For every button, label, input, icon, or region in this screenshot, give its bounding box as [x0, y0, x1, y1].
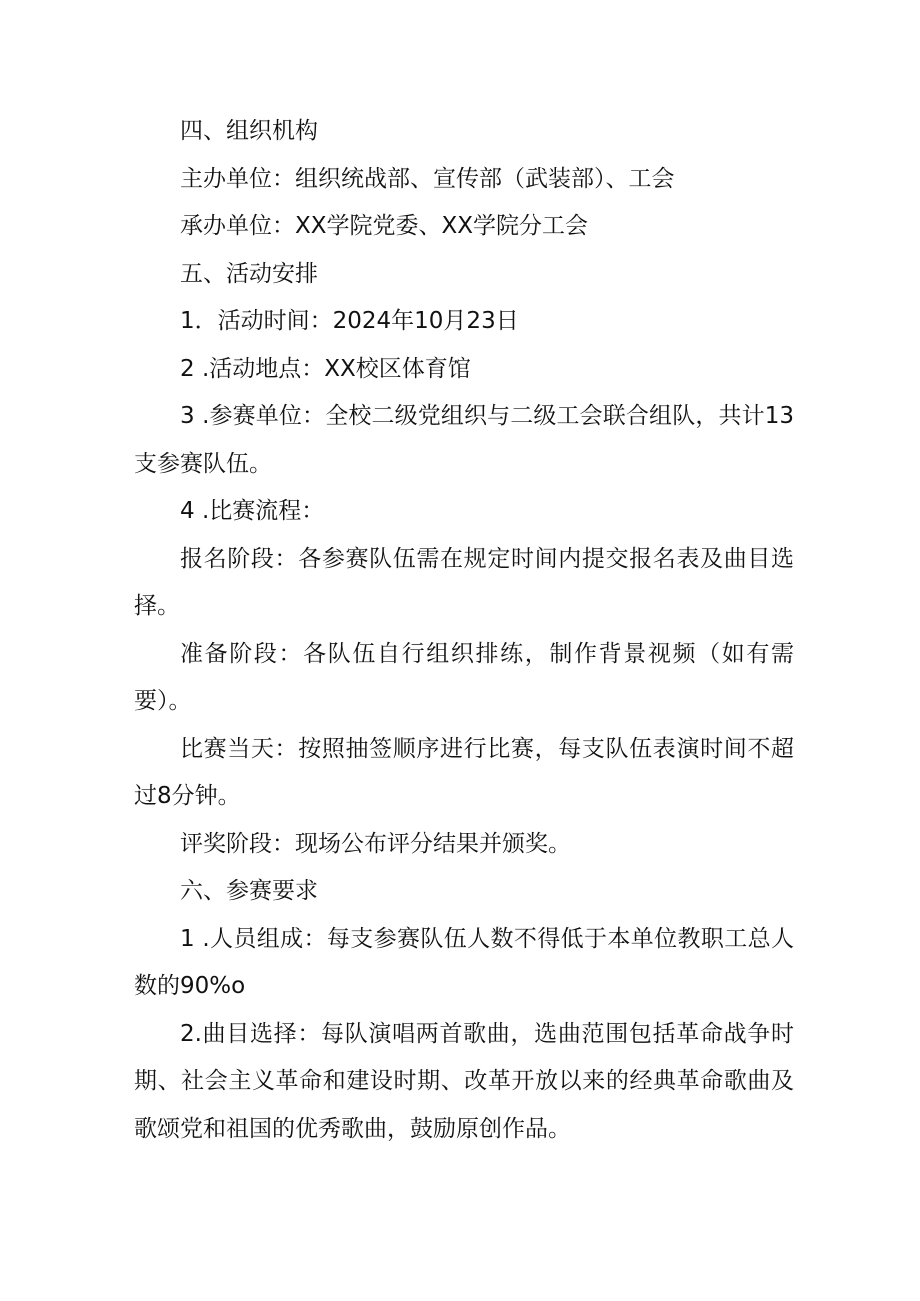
competition-process-heading: 4 .比赛流程：	[180, 498, 325, 524]
award-stage: 评奖阶段：现场公布评分结果并颁奖。	[180, 830, 571, 857]
section-heading-arrangements: 五、活动安排	[180, 260, 318, 287]
competition-day: 比赛当天：按照抽签顺序进行比赛，每支队伍表演时间不超过8分钟。	[134, 735, 794, 809]
host-units: 主办单位：组织统战部、宣传部（武装部）、工会	[180, 165, 675, 192]
event-location: 2 .活动地点：XX校区体育馆	[180, 355, 471, 382]
personnel-composition: 1 .人员组成：每支参赛队伍人数不得低于本单位教职工总人数的90%o	[134, 925, 794, 999]
section-heading-organization: 四、组织机构	[180, 118, 318, 144]
song-selection: 2.曲目选择：每队演唱两首歌曲，选曲范围包括革命战争时期、社会主义革命和建设时期、改革开放以来的经典革命歌曲及歌颂党和祖国的优秀歌曲，鼓励原创作品。	[134, 1020, 794, 1142]
organizing-units: 承办单位：XX学院党委、XX学院分工会	[180, 213, 589, 239]
event-time: 1．活动时间：2024年10月23日	[180, 308, 519, 334]
participating-units: 3 .参赛单位：全校二级党组织与二级工会联合组队，共计13支参赛队伍。	[134, 403, 794, 477]
document-body	[134, 108, 794, 1153]
preparation-stage: 准备阶段：各队伍自行组织排练，制作背景视频（如有需要）。	[134, 640, 794, 714]
registration-stage: 报名阶段：各参赛队伍需在规定时间内提交报名表及曲目选择。	[134, 545, 794, 619]
section-heading-requirements: 六、参赛要求	[180, 878, 318, 904]
